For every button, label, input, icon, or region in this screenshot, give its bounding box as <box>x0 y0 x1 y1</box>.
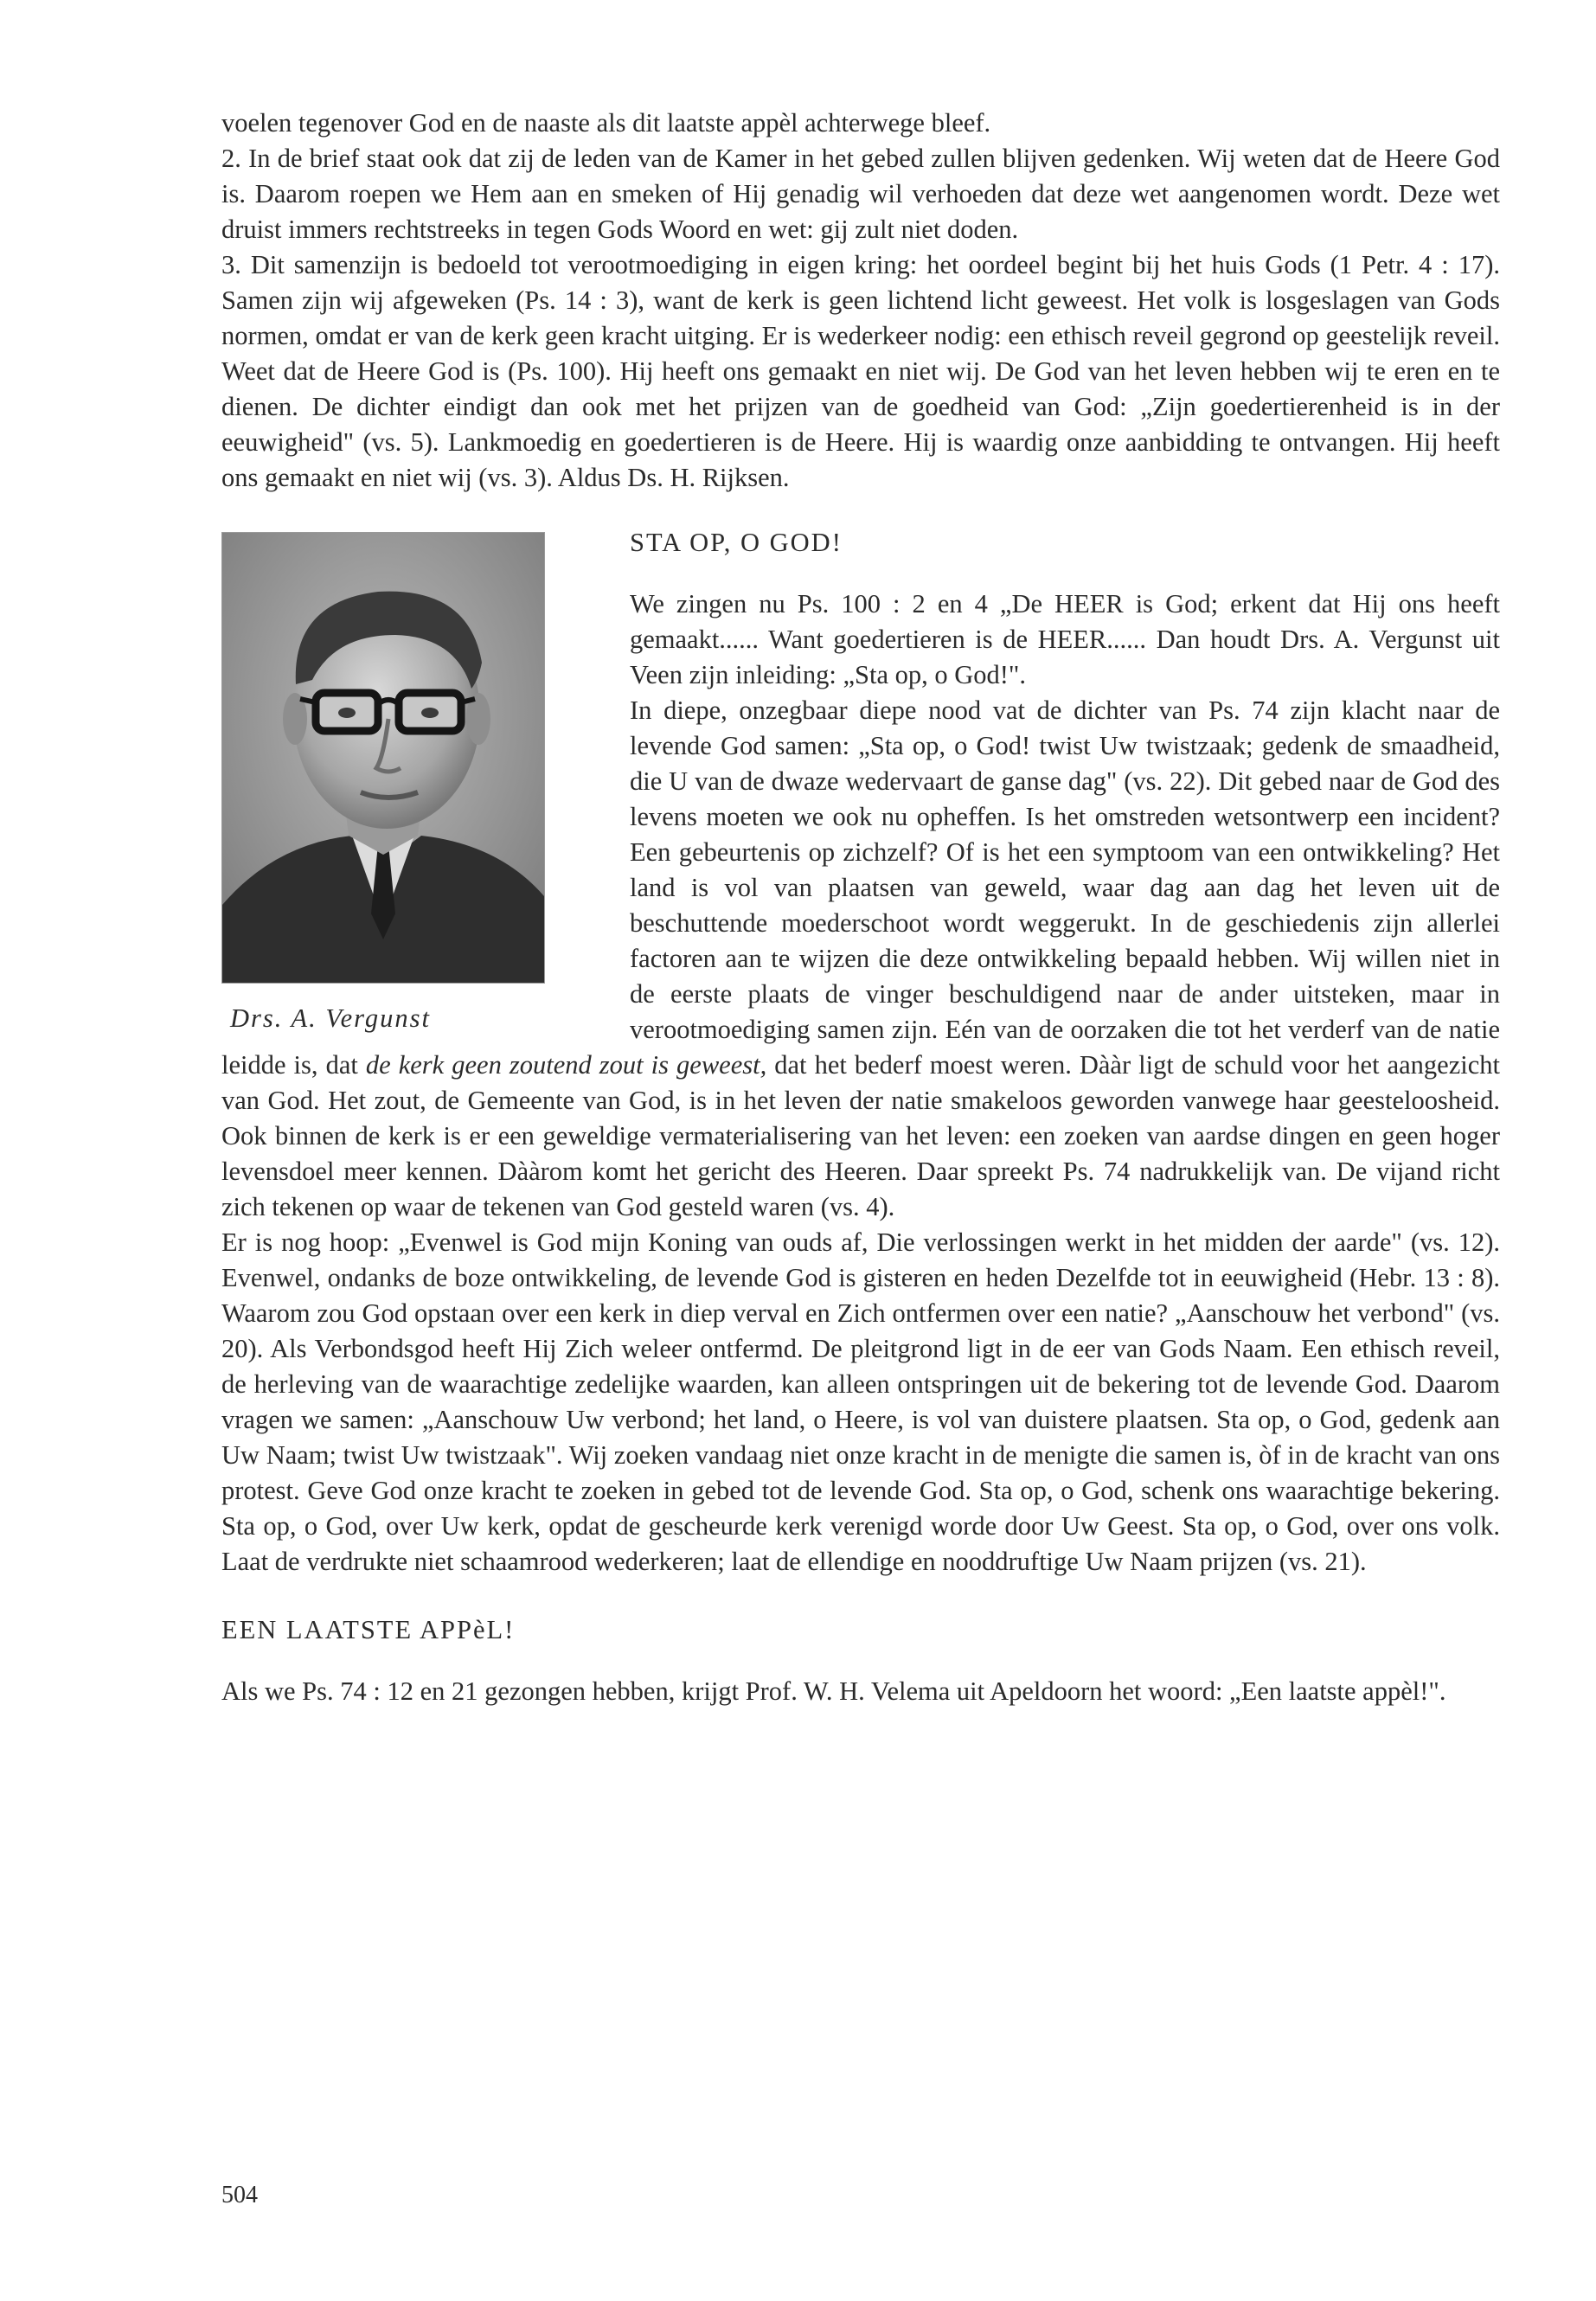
intro-paragraph-2: 2. In de brief staat ook dat zij de leden van de Kamer in het gebed zullen blijven gedenken. Wij weten dat de Heere God is. Daarom roepen we Hem aan en smeken of Hij genadig wil verhoeden dat deze wet aangenomen wordt. Deze wet druist immers rechtstreeks in tegen Gods Woord en wet: gij zult niet doden. <box>221 144 1500 244</box>
page-number: 504 <box>221 2182 258 2208</box>
portrait-photo <box>221 532 545 984</box>
section-heading-sta-op: STA OP, O GOD! <box>630 528 843 557</box>
portrait-caption: Drs. A. Vergunst <box>230 1003 431 1033</box>
page-body <box>221 106 1500 1709</box>
sta-op-paragraph-1: We zingen nu Ps. 100 : 2 en 4 „De HEER is God; erkent dat Hij ons heeft gemaakt...... Want goedertieren is de HEER...... Dan houdt Drs. A. Vergunst uit Veen zijn inleiding: „Sta op, o God!". <box>630 589 1500 689</box>
section-heading-laatste-appel: EEN LAATSTE APPèL! <box>221 1615 516 1644</box>
emphasis-zoutend-zout: de kerk geen zoutend zout is geweest, <box>365 1050 767 1080</box>
section-laatste-appel <box>221 1612 1500 1709</box>
laatste-appel-paragraph: Als we Ps. 74 : 12 en 21 gezongen hebben, krijgt Prof. W. H. Velema uit Apeldoorn het woord: „Een laatste appèl!". <box>221 1676 1446 1706</box>
intro-paragraph-3: 3. Dit samenzijn is bedoeld tot verootmoediging in eigen kring: het oordeel begint bij het huis Gods (1 Petr. 4 : 17). Samen zijn wij afgeweken (Ps. 14 : 3), want de kerk is geen lichtend licht geweest. Het volk is losgeslagen van Gods normen, omdat er van de kerk geen kracht uitging. Er is wederkeer nodig: een ethisch reveil gegrond op geestelijk reveil. Weet dat de Heere God is (Ps. 100). Hij heeft ons gemaakt en niet wij. De God van het leven hebben wij te eren en te dienen. De dichter eindigt dan ook met het prijzen van de goedheid van God: „Zijn goedertierenheid is in der eeuwigheid" (vs. 5). Lankmoedig en goedertieren is de Heere. Hij is waardig onze aanbidding te ontvangen. Hij heeft ons gemaakt en niet wij (vs. 3). Aldus Ds. H. Rijksen. <box>221 250 1500 492</box>
sta-op-paragraph-2-start: In diepe, onzegbaar diepe nood vat de dichter van Ps. 74 zijn klacht naar de levende God samen: „Sta op, o God! twist Uw twistzaak; gedenk de smaadheid, die U van de dwaze wedervaart de ganse dag" (vs. 22). Dit gebed naar de God des levens moeten we ook nu opheffen. Is het omstreden wetsontwerp een incident? Een gebeurtenis op zichzelf? Of is het een symptoom van een ontwikkeling? Het land is vol van plaatsen van geweld, waar dag aan dag het leven uit de beschuttende moederschoot wordt weggerukt. In de geschiedenis zijn allerlei factoren aan te wijzen die deze ontwikkeling bepaald hebben. Wij willen niet in de eerste plaats de vinger beschuldigend naar de ander uitsteken, maar in verootmoediging samen zijn. Eén van de oorzaken die tot het verderf van de natie leidde is, dat <box>221 695 1500 1080</box>
sta-op-paragraph-3: Er is nog hoop: „Evenwel is God mijn Koning van ouds af, Die verlossingen werkt in het midden der aarde" (vs. 12). Evenwel, ondanks de boze ontwikkeling, de levende God is gisteren en heden Dezelfde tot in eeuwigheid (Hebr. 13 : 8). Waarom zou God opstaan over een kerk in diep verval en Zich ontfermen over een natie? „Aanschouw het verbond" (vs. 20). Als Verbondsgod heeft Hij Zich weleer ontfermd. De pleitgrond ligt in de eer van Gods Naam. Een ethisch reveil, de herleving van de waarachtige zedelijke waarden, kan alleen ontspringen uit de bekering tot de levende God. Daarom vragen we samen: „Aanschouw Uw verbond; het land, o Heere, is vol van duistere plaatsen. Sta op, o God, gedenk aan Uw Naam; twist Uw twistzaak". Wij zoeken vandaag niet onze kracht in de menigte die samen is, òf in de kracht van ons protest. Geve God onze kracht te zoeken in gebed tot de levende God. Sta op, o God, schenk ons waarachtige bekering. Sta op, o God, over Uw kerk, opdat de gescheurde kerk verenigd worde door Uw Geest. Sta op, o God, over ons volk. Laat de verdrukte niet schaamrood wederkeren; laat de ellendige en nooddruftige Uw Naam prijzen (vs. 21). <box>221 1227 1500 1576</box>
section-sta-op <box>221 525 1500 1580</box>
portrait-illustration <box>222 533 544 983</box>
sta-op-paragraph-2-end: dat het bederf moest weren. Dààr ligt de schuld voor het aangezicht van God. Het zout, de Gemeente van God, is in het leven der natie smakeloos geworden vanwege haar geesteloosheid. Ook binnen de kerk is er een geweldige vermaterialisering van het leven: een zoeken van aardse dingen en geen hoger levensdoel meer kennen. Dààrom komt het gericht des Heeren. Daar spreekt Ps. 74 nadrukkelijk van. De vijand richt zich tekenen op waar de tekenen van God gesteld waren (vs. 4). <box>221 1050 1500 1221</box>
intro-paragraph-1: voelen tegenover God en de naaste als dit laatste appèl achterwege bleef. <box>221 108 991 138</box>
portrait-block <box>221 525 585 1036</box>
